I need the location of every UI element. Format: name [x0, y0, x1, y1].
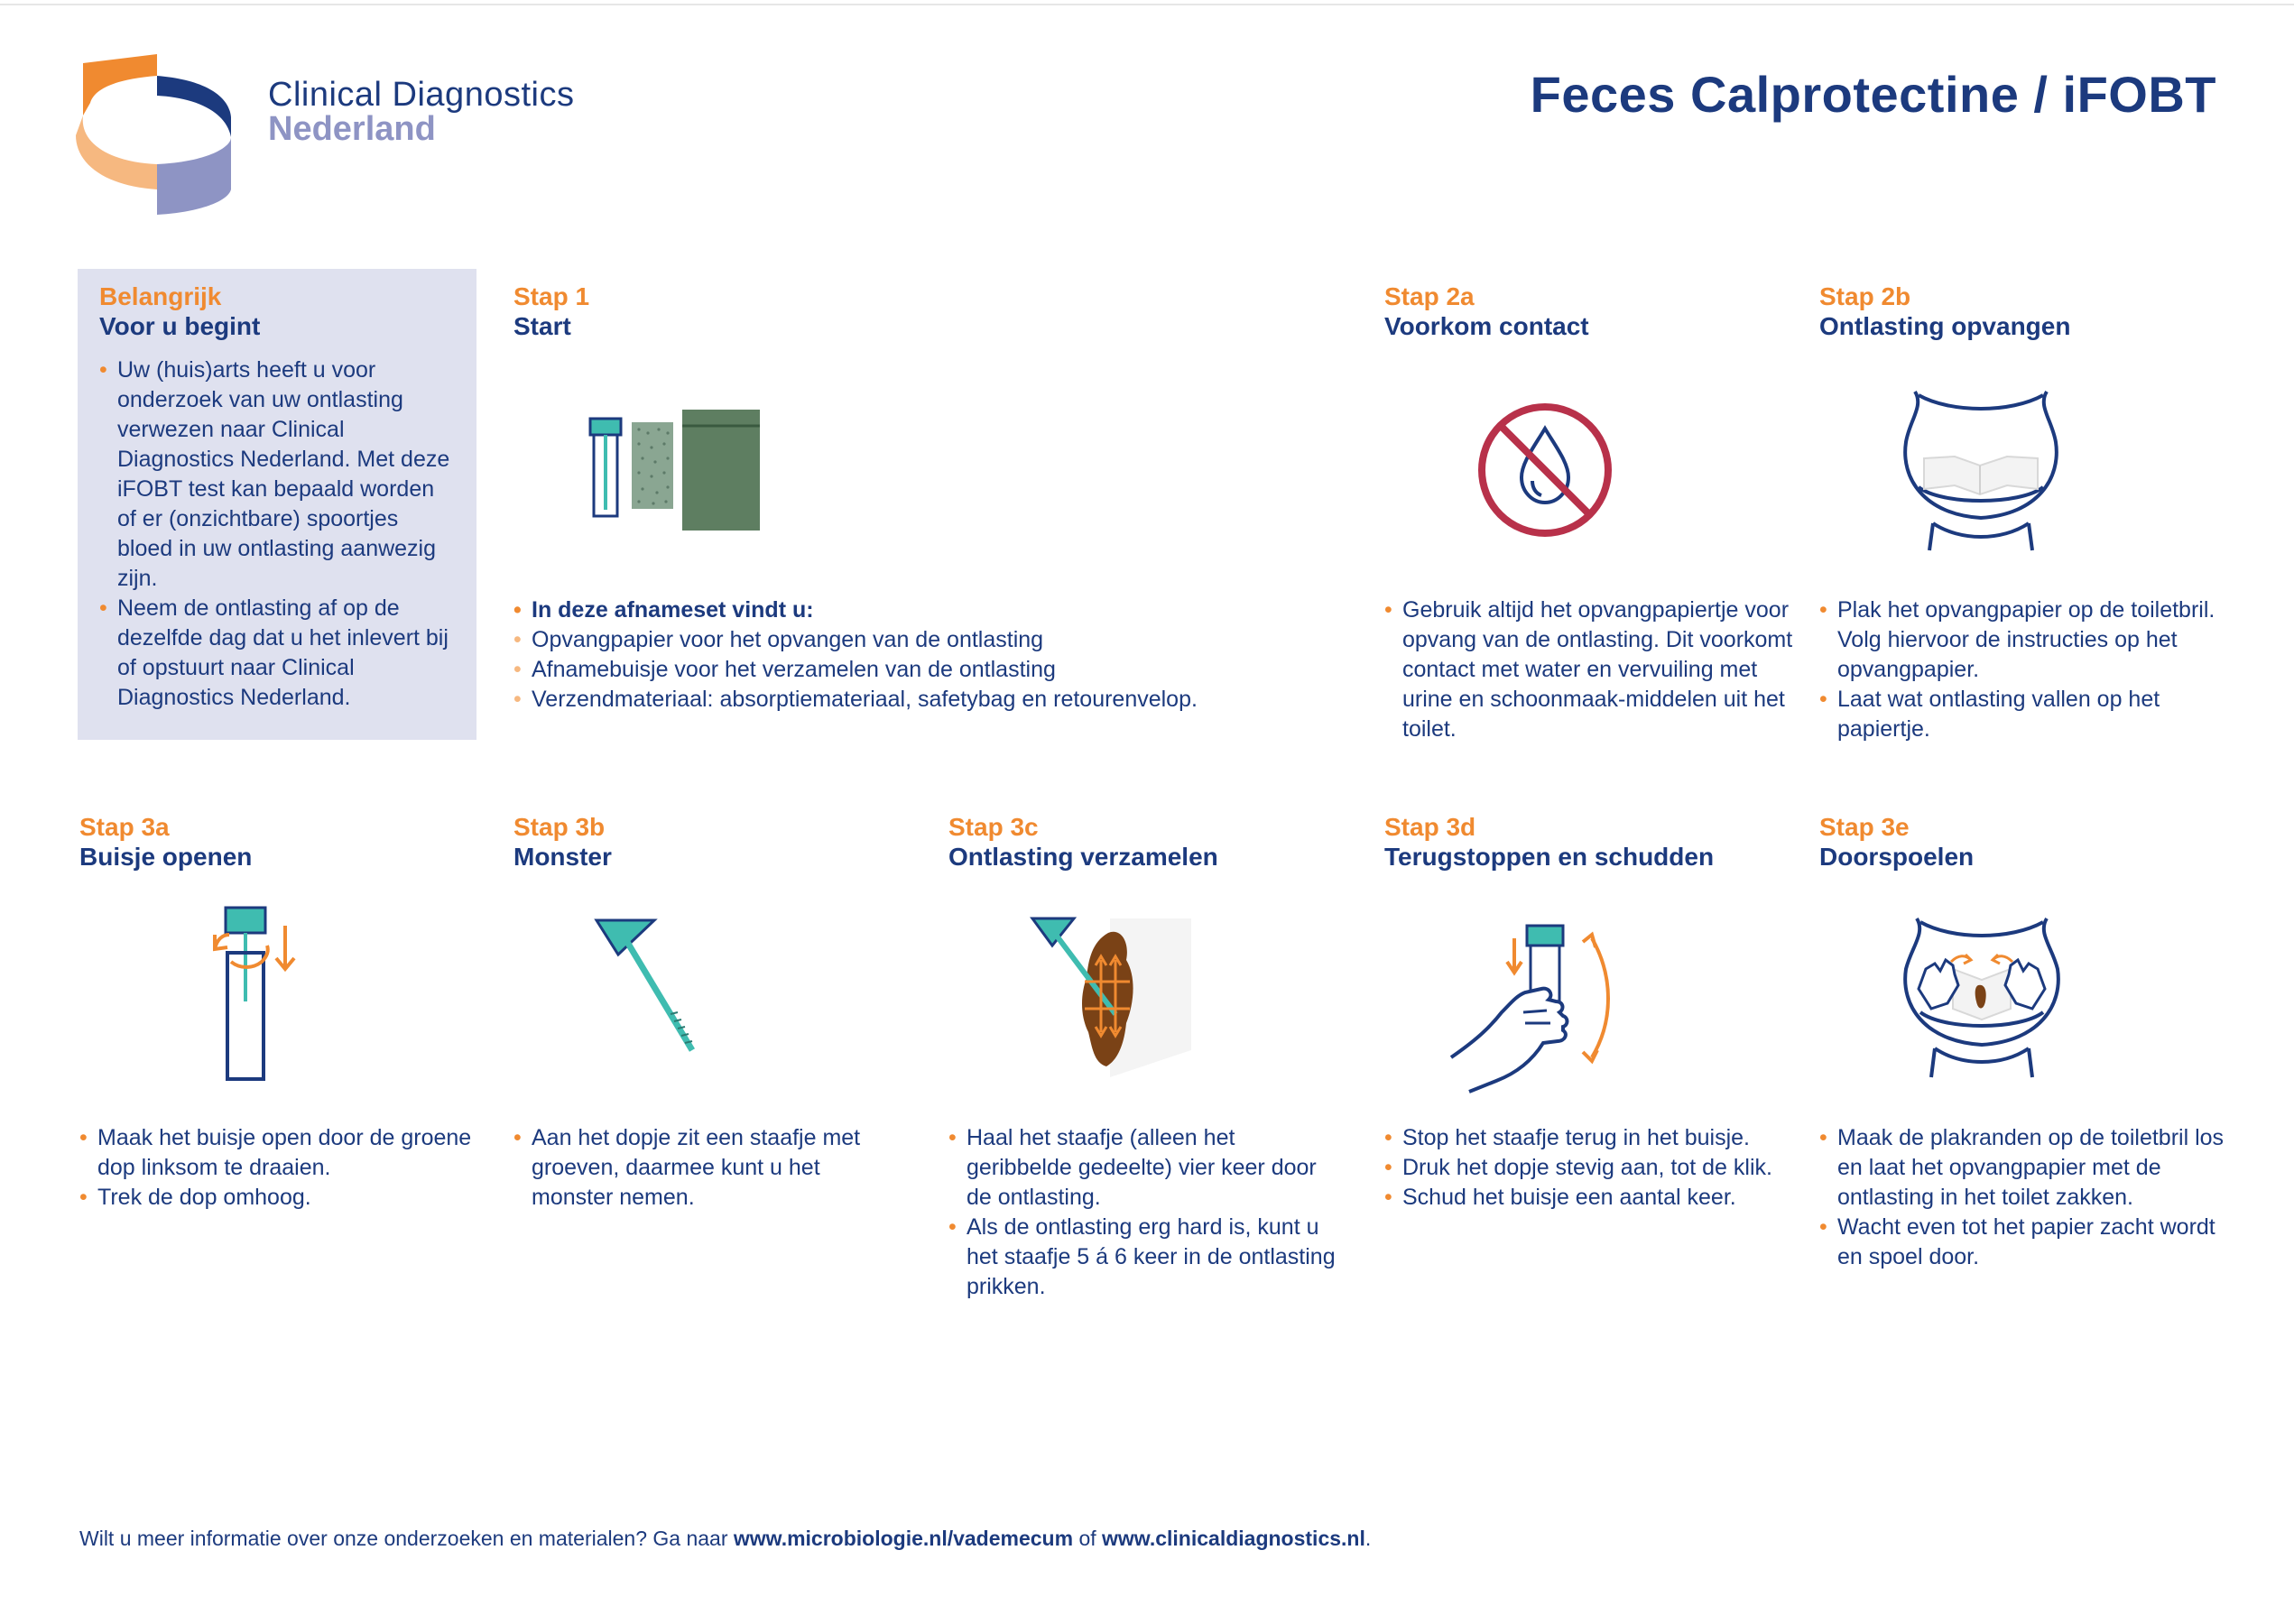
step-name: Start: [513, 312, 571, 340]
list-item: • Trek de dop omhoog.: [79, 1183, 495, 1213]
brand-line-2: Nederland: [268, 110, 436, 148]
step-3d-list: [1384, 1123, 1799, 1213]
list-item: • Maak het buisje open door de groene dop linksom te draaien.: [79, 1123, 495, 1183]
list-item: • Schud het buisje een aantal keer.: [1384, 1183, 1799, 1213]
open-tube-icon: [204, 902, 303, 1083]
list-item: • Stop het staafje terug in het buisje.: [1384, 1123, 1799, 1153]
document-title: Feces Calprotectine / iFOBT: [1530, 66, 2216, 123]
vademecum-link[interactable]: www.microbiologie.nl/vademecum: [733, 1527, 1074, 1550]
step-tag: Stap 1: [513, 282, 590, 310]
step-2b-card: [1819, 269, 2070, 341]
list-item: • Laat wat ontlasting vallen op het papiertje.: [1819, 685, 2243, 744]
footer-text: of: [1073, 1527, 1103, 1550]
list-item: • Druk het dopje stevig aan, tot de klik.: [1384, 1153, 1799, 1183]
list-item: • Maak de plakranden op de toiletbril los en laat het opvangpapier met de ontlasting in het toilet zakken.: [1819, 1123, 2243, 1213]
step-3c-card: [948, 812, 1218, 872]
list-item: • Neem de ontlasting af op de dezelfde dag dat u het inlevert bij of opstuurt naar Clinical Diagnostics Nederland.: [99, 594, 455, 713]
step-tag: Stap 2a: [1384, 282, 1475, 310]
top-divider: [0, 4, 2294, 5]
step-1-card: [513, 269, 589, 341]
no-water-icon: [1476, 401, 1615, 540]
collect-sample-icon: [1029, 915, 1193, 1077]
step-3a-list: [79, 1123, 495, 1213]
step-name: Terugstoppen en schudden: [1384, 843, 1715, 871]
step-name: Ontlasting opvangen: [1819, 312, 2071, 340]
important-heading: Voor u begint: [99, 312, 261, 340]
brand-name: [268, 78, 574, 146]
step-tag: Stap 2b: [1819, 282, 1911, 310]
kit-contents-icon: [588, 406, 769, 537]
flush-toilet-icon: [1899, 915, 2065, 1079]
step-tag: Stap 3b: [513, 813, 606, 841]
step-1-list: [513, 595, 1199, 715]
sample-stick-icon: [591, 915, 699, 1059]
footer-info: [79, 1527, 1371, 1551]
list-item: • Als de ontlasting erg hard is, kunt u het staafje 5 á 6 keer in de ontlasting prikken.: [948, 1213, 1337, 1302]
list-item: • Aan het dopje zit een staafje met groeven, daarmee kunt u het monster nemen.: [513, 1123, 893, 1213]
clinical-diagnostics-logo: [76, 54, 236, 215]
footer-text: .: [1364, 1527, 1372, 1550]
step-tag: Stap 3e: [1819, 813, 1910, 841]
clinicaldiagnostics-link[interactable]: www.clinicaldiagnostics.nl: [1102, 1527, 1365, 1550]
step-3e-card: [1819, 812, 1974, 872]
brand-line-1: Clinical Diagnostics: [268, 76, 575, 114]
list-item: • Uw (huis)arts heeft u voor onderzoek van uw ontlasting verwezen naar Clinical Diagnostics Nederland. Met deze iFOBT test kan bepaald worden of er (onzichtbare) spoortjes bloed in uw ontlasting aanwezig zijn.: [99, 355, 455, 594]
step-name: Doorspoelen: [1819, 843, 1975, 871]
list-item: • Verzendmateriaal: absorptiemateriaal, safetybag en retourenvelop.: [513, 685, 1199, 715]
step-3e-list: [1819, 1123, 2243, 1272]
list-item: • Haal het staafje (alleen het geribbelde gedeelte) vier keer door de ontlasting.: [948, 1123, 1337, 1213]
step-name: Monster: [513, 843, 612, 871]
step-tag: Stap 3a: [79, 813, 170, 841]
step-name: Voorkom contact: [1384, 312, 1589, 340]
list-item: • Gebruik altijd het opvangpapiertje voor opvang van de ontlasting. Dit voorkomt contact met water en vervuiling met urine en schoonmaak-middelen uit het toilet.: [1384, 595, 1799, 744]
step-name: Buisje openen: [79, 843, 253, 871]
important-info-box: [78, 269, 476, 740]
list-item: • Plak het opvangpapier op de toiletbril. Volg hiervoor de instructies op het opvangpapier.: [1819, 595, 2243, 685]
shake-tube-icon: [1448, 922, 1619, 1095]
step-2a-list: [1384, 595, 1799, 744]
footer-text: Wilt u meer informatie over onze onderzoeken en materialen? Ga naar: [79, 1527, 734, 1550]
step-name: Ontlasting verzamelen: [948, 843, 1218, 871]
step-3b-card: [513, 812, 612, 872]
list-item: • Opvangpapier voor het opvangen van de ontlasting: [513, 625, 1199, 655]
step-3a-card: [79, 812, 252, 872]
step-2a-card: [1384, 269, 1589, 341]
step-3d-card: [1384, 812, 1714, 872]
step-2b-list: [1819, 595, 2243, 744]
toilet-paper-icon: [1897, 388, 2065, 552]
step-tag: Stap 3c: [948, 813, 1039, 841]
list-item: • Afnamebuisje voor het verzamelen van de ontlasting: [513, 655, 1199, 685]
important-list: [99, 355, 455, 713]
step-tag: Stap 3d: [1384, 813, 1476, 841]
list-item: • Wacht even tot het papier zacht wordt en spoel door.: [1819, 1213, 2243, 1272]
list-item: • In deze afnameset vindt u:: [513, 595, 1199, 625]
important-tag: Belangrijk: [99, 282, 222, 310]
step-3b-list: [513, 1123, 893, 1213]
step-3c-list: [948, 1123, 1337, 1302]
